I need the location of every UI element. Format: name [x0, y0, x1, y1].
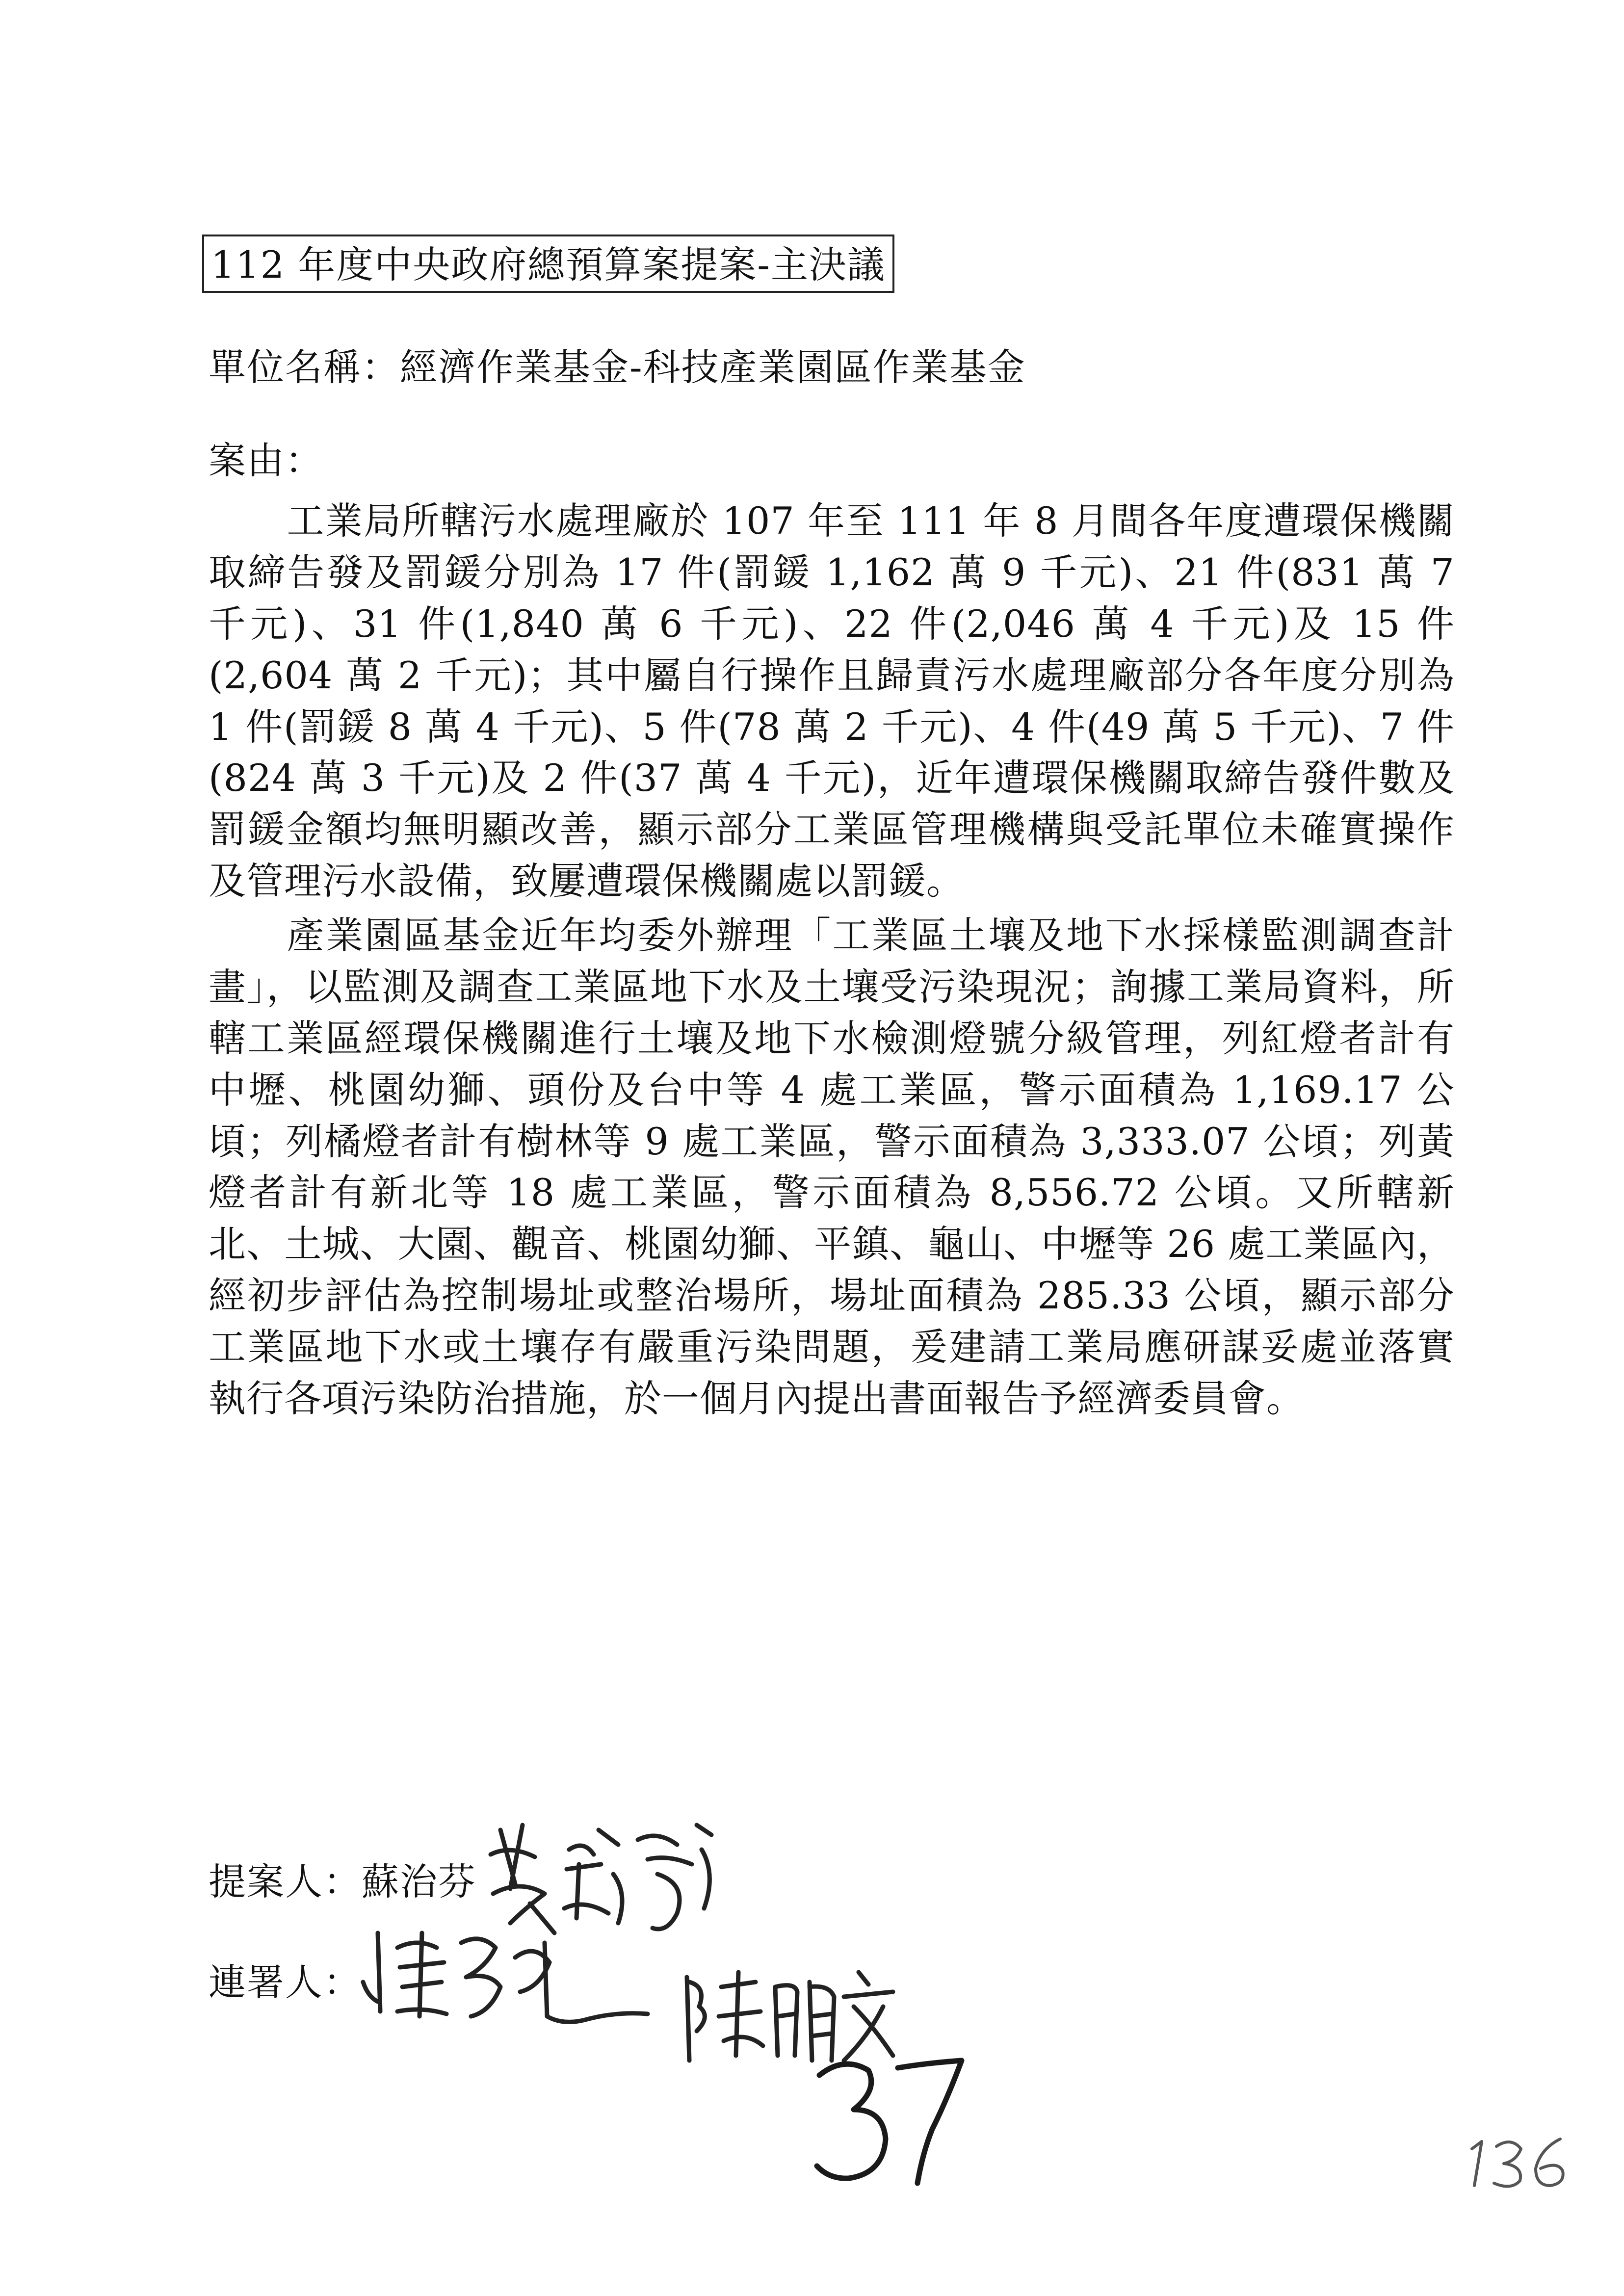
reason-body — [209, 496, 1455, 1428]
proposer-line: 提案人：蘇治芬 — [209, 1860, 476, 1904]
cosigner-line: 連署人： — [209, 1960, 362, 2004]
signature-cosigner-1 — [353, 1913, 657, 2041]
reason-paragraph: 產業園區基金近年均委外辦理「工業區土壤及地下水採樣監測調查計畫」，以監測及調查工業區地下水及土壤受污染現況；詢據工業局資料，所轄工業區經環保機關進行土壤及地下水檢測燈號分級管理，列紅燈者計有中壢、桃園幼獅、頭份及台中等 4 處工業區，警示面積為 1,169.17 公頃；列橘燈者計有樹林等 9 處工業區，警示面積為 3,333.07 公頃；列黃燈者計有新北等 18 處工業區，警示面積為 8,556.72 公頃。又所轄新北、土城、大園、觀音、桃園幼獅、平鎮、龜山、中壢等 26 處工業區內，經初步評估為控制場址或整治場所，場址面積為 285.33 公頃，顯示部分工業區地下水或土壤存有嚴重污染問題，爰建請工業局應研謀妥處並落實執行各項污染防治措施，於一個月內提出書面報告予經濟委員會。 — [209, 913, 1455, 1420]
handwritten-number — [805, 2046, 971, 2193]
document-title: 112 年度中央政府總預算案提案-主決議 — [202, 235, 894, 293]
reason-label: 案由： — [209, 439, 323, 482]
handwritten-page-number — [1462, 2129, 1580, 2193]
unit-name: 單位名稱：經濟作業基金-科技產業園區作業基金 — [209, 345, 1026, 389]
reason-paragraph: 工業局所轄污水處理廠於 107 年至 111 年 8 月間各年度遭環保機關取締告發及罰鍰分別為 17 件(罰鍰 1,162 萬 9 千元)、21 件(831 萬 7 千元)、31 件(1,840 萬 6 千元)、22 件(2,046 萬 4 千元)及 15 件(2,604 萬 2 千元)；其中屬自行操作且歸責污水處理廠部分各年度分別為 1 件(罰鍰 8 萬 4 千元)、5 件(78 萬 2 千元)、4 件(49 萬 5 千元)、7 件(824 萬 3 千元)及 2 件(37 萬 4 千元)，近年遭環保機關取締告發件數及罰鍰金額均無明顯改善，顯示部分工業區管理機構與受託單位未確實操作及管理污水設備，致屢遭環保機關處以罰鍰。 — [209, 499, 1455, 903]
